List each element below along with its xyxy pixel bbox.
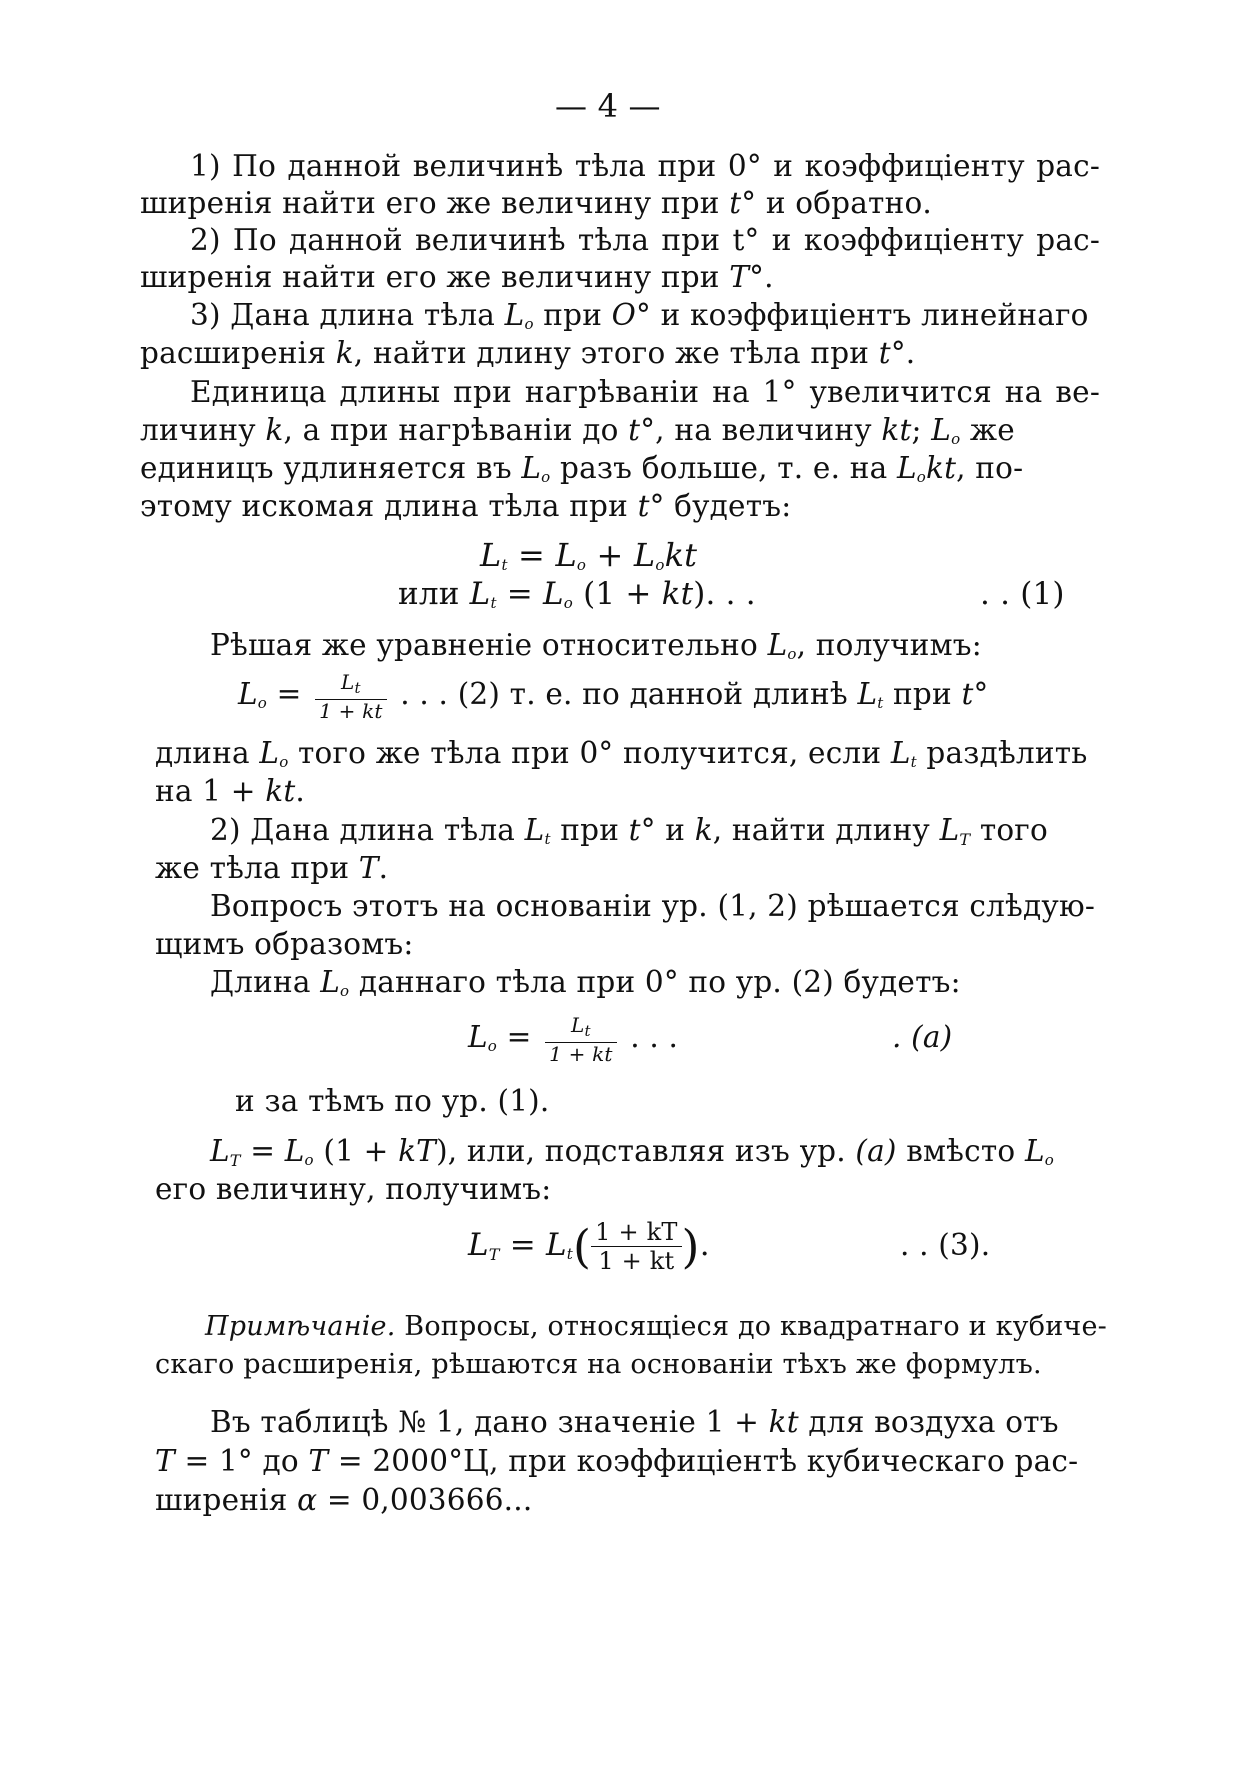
- var-T: T: [358, 851, 379, 885]
- var-k: k: [335, 336, 354, 370]
- equals: =: [507, 536, 556, 574]
- subscript: o: [524, 315, 534, 333]
- fraction: [591, 1218, 681, 1275]
- text: . . .: [620, 1020, 679, 1054]
- equation-3: [468, 1213, 710, 1277]
- text: Въ таблицѣ № 1, дано значеніе 1 +: [210, 1405, 769, 1439]
- text: раздѣлить: [916, 736, 1088, 770]
- text: , а при нагрѣваніи до: [283, 413, 629, 447]
- text: же тѣла при: [155, 851, 359, 885]
- text: (1 +: [573, 576, 662, 612]
- var-L: L: [210, 1134, 230, 1168]
- subscript: o: [787, 645, 797, 663]
- text: = 0,003666...: [317, 1483, 533, 1517]
- text: = 1° до: [174, 1444, 309, 1478]
- equation-a: [468, 1008, 678, 1066]
- page-number: — 4 —: [555, 87, 661, 125]
- var-t: t: [878, 336, 891, 370]
- fraction-numerator: [545, 1014, 617, 1042]
- var-L: L: [939, 813, 960, 847]
- text-line-1a: 1) По данной величинѣ тѣла при 0° и коэффиціенту рас-: [190, 149, 1100, 183]
- subscript: o: [340, 982, 350, 1000]
- subscript: o: [655, 556, 665, 574]
- text: , найти длину: [712, 813, 940, 847]
- subscript: t: [910, 753, 917, 771]
- text-line-10: и за тѣмъ по ур. (1).: [235, 1084, 550, 1118]
- text-line-12b: [155, 1441, 1078, 1481]
- text: 3) Дана длина тѣла: [190, 298, 505, 332]
- subscript: o: [541, 468, 551, 486]
- var-L: L: [545, 1227, 567, 1263]
- var-L: L: [468, 1020, 488, 1054]
- subscript: o: [951, 430, 961, 448]
- left-parenthesis: (: [573, 1219, 592, 1274]
- var-L: L: [633, 536, 656, 574]
- subscript: T: [959, 830, 971, 849]
- var-L: L: [238, 677, 258, 711]
- text: того: [970, 813, 1048, 847]
- var-kT: kT: [398, 1134, 437, 1168]
- fraction-numerator: 1 + kT: [595, 1218, 678, 1246]
- text: личину: [140, 413, 266, 447]
- subscript: t: [877, 694, 884, 712]
- text: Вопросы, относящіеся до квадратнаго и кубиче-: [395, 1311, 1107, 1342]
- text: , по-: [956, 451, 1024, 485]
- var-L: L: [1024, 1134, 1045, 1168]
- fraction-numerator: [315, 671, 387, 699]
- var-kt: kt: [926, 451, 957, 485]
- text: этому искомая длина тѣла при: [140, 489, 638, 523]
- subscript: T: [229, 1151, 241, 1170]
- text: длина: [155, 736, 260, 770]
- subscript: o: [916, 468, 926, 486]
- var-L: L: [767, 628, 788, 662]
- text: ° и обратно.: [741, 186, 932, 220]
- text: °.: [749, 260, 774, 294]
- var-L: L: [284, 1134, 305, 1168]
- var-L: L: [469, 576, 491, 612]
- var-T: T: [155, 1444, 175, 1478]
- equals: =: [496, 576, 543, 612]
- text: расширенія: [140, 336, 336, 370]
- text-line-8a: Вопросъ этотъ на основаніи ур. (1, 2) рѣшается слѣдую-: [210, 889, 1095, 923]
- subscript: o: [257, 694, 268, 712]
- text-line-2a: 2) По данной величинѣ тѣла при t° и коэффиціенту рас-: [190, 223, 1100, 257]
- text-line-7b: [155, 848, 388, 888]
- fraction: [315, 671, 387, 722]
- var-L: L: [571, 1012, 585, 1037]
- text: даннаго тѣла при 0° по ур. (2) будетъ:: [349, 965, 961, 999]
- subscript: o: [563, 594, 574, 612]
- var-L: L: [931, 413, 952, 447]
- text: (1 +: [313, 1134, 399, 1168]
- var-t: t: [637, 489, 650, 523]
- fraction-denominator: 1 + kt: [591, 1246, 681, 1275]
- text: ширенія найти его же величину при: [140, 186, 730, 220]
- text: при: [533, 298, 612, 332]
- text-line-12a: [210, 1402, 1059, 1442]
- text: единицъ удлиняется въ: [140, 451, 522, 485]
- var-kt: kt: [661, 576, 694, 612]
- text: на 1 +: [155, 774, 266, 808]
- text: или: [398, 576, 470, 612]
- text: °, на величину: [640, 413, 882, 447]
- text-line-8b: щимъ образомъ:: [155, 927, 414, 961]
- text: же: [960, 413, 1015, 447]
- text: .: [295, 774, 305, 808]
- subscript: o: [1044, 1151, 1054, 1169]
- text: .: [378, 851, 389, 885]
- subscript: T: [488, 1245, 500, 1264]
- fraction: [545, 1014, 617, 1065]
- var-L: L: [896, 451, 917, 485]
- text: °.: [890, 336, 916, 370]
- text: Рѣшая же уравненіе относительно: [210, 628, 768, 662]
- var-L: L: [521, 451, 542, 485]
- subscript: t: [490, 594, 497, 612]
- var-t: t: [628, 813, 641, 847]
- equals: =: [497, 1020, 542, 1054]
- text: ширенія: [155, 1483, 298, 1517]
- var-L: L: [468, 1227, 489, 1263]
- equation-reference: (a): [855, 1134, 897, 1168]
- text-line-3b: [140, 333, 915, 373]
- subscript: t: [584, 1021, 591, 1040]
- var-kt: kt: [768, 1405, 799, 1439]
- text-line-11b: его величину, получимъ:: [155, 1172, 552, 1206]
- plus: +: [586, 536, 634, 574]
- var-L: L: [890, 736, 911, 770]
- subscript: o: [304, 1151, 314, 1169]
- var-kt: kt: [265, 774, 296, 808]
- text-line-4a: Единица длины при нагрѣваніи на 1° увеличится на ве-: [190, 375, 1100, 409]
- text: = 2000°Ц, при коэффиціентѣ кубическаго рас-: [328, 1444, 1079, 1478]
- equation-a-label: . (a): [892, 1020, 953, 1054]
- text: при: [550, 813, 629, 847]
- text: . . . (2) т. е. по данной длинѣ: [390, 677, 858, 711]
- text: разъ больше, т. е. на: [550, 451, 897, 485]
- text: ширенія найти его же величину при: [140, 260, 730, 294]
- equation-2-line: [238, 666, 988, 722]
- equals: =: [267, 677, 312, 711]
- text: и коэффиціентъ линейнаго: [651, 298, 1089, 332]
- var-kt: kt: [664, 536, 698, 574]
- equation-1-number: . . (1): [980, 576, 1065, 612]
- note-line-1: [205, 1307, 1107, 1347]
- right-parenthesis: ): [681, 1219, 700, 1274]
- var-t: t: [961, 677, 974, 711]
- text: ;: [911, 413, 932, 447]
- equation-1: [398, 574, 756, 623]
- subscript: t: [566, 1245, 573, 1263]
- var-alpha: α: [297, 1483, 318, 1517]
- var-t: t: [729, 186, 742, 220]
- var-k: k: [694, 813, 713, 847]
- fraction-denominator: 1 + kt: [315, 699, 387, 722]
- note-title: Примѣчаніе.: [205, 1311, 396, 1342]
- subscript: t: [501, 556, 508, 574]
- text: , найти длину этого же тѣла при: [353, 336, 879, 370]
- subscript: t: [544, 830, 551, 848]
- var-L: L: [555, 536, 577, 574]
- var-O: O°: [611, 298, 652, 332]
- var-L: L: [524, 813, 545, 847]
- text-line-2b: [140, 257, 774, 297]
- text: того же тѣла при 0° получится, если: [288, 736, 891, 770]
- var-L: L: [543, 576, 564, 612]
- text-line-12c: [155, 1480, 532, 1520]
- text: Длина: [210, 965, 321, 999]
- var-L: L: [504, 298, 525, 332]
- var-kt: kt: [881, 413, 912, 447]
- text-line-4d: [140, 486, 791, 526]
- var-L: L: [320, 965, 341, 999]
- text: .: [699, 1227, 710, 1263]
- var-L: L: [857, 677, 878, 711]
- text: ), или, подставляя изъ ур.: [436, 1134, 856, 1168]
- text-line-6b: [155, 771, 305, 811]
- subscript: t: [354, 678, 361, 697]
- text: 2) Дана длина тѣла: [210, 813, 525, 847]
- equals: =: [499, 1227, 546, 1263]
- subscript: o: [576, 556, 587, 574]
- var-k: k: [265, 413, 284, 447]
- var-T: T: [308, 1444, 329, 1478]
- text-line-1b: [140, 183, 932, 223]
- text: ° будетъ:: [649, 489, 792, 523]
- text: ° и: [640, 813, 695, 847]
- var-L: L: [341, 669, 355, 694]
- text: вмѣсто: [896, 1134, 1025, 1168]
- var-T: T: [729, 260, 750, 294]
- subscript: o: [487, 1037, 498, 1055]
- subscript: o: [279, 753, 289, 771]
- fraction-denominator: 1 + kt: [545, 1042, 617, 1065]
- equation-3-label: . . (3).: [900, 1228, 991, 1262]
- var-L: L: [259, 736, 280, 770]
- var-L: L: [480, 536, 502, 574]
- text: , получимъ:: [796, 628, 982, 662]
- text: для воздуха отъ: [798, 1405, 1059, 1439]
- var-t: t: [628, 413, 641, 447]
- text: ). . .: [693, 576, 756, 612]
- text: °: [973, 677, 989, 711]
- equals: =: [240, 1134, 285, 1168]
- text: при: [883, 677, 962, 711]
- note-line-2: скаго расширенія, рѣшаются на основаніи тѣхъ же формулъ.: [155, 1349, 1042, 1380]
- text-line-9: [210, 962, 961, 1011]
